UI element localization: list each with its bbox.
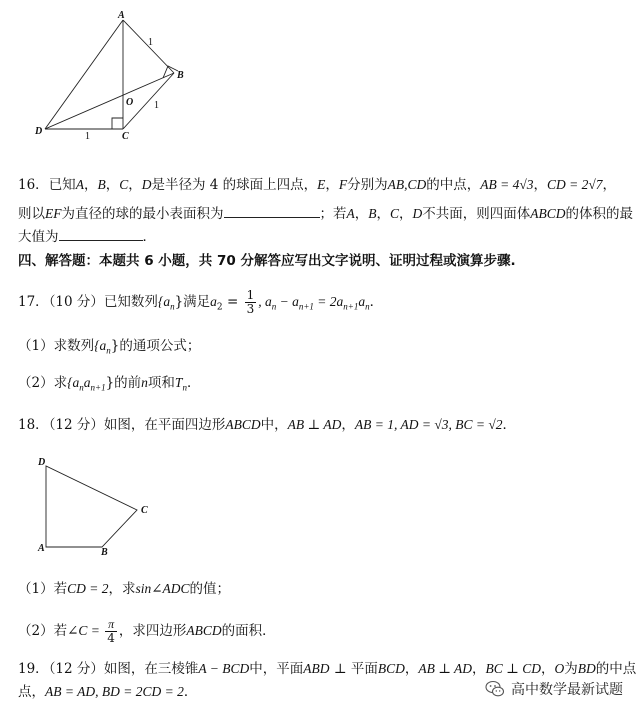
math: BCD [377,661,405,676]
point-label-a: A [118,10,125,21]
math: {a [94,338,107,353]
numerator: 1 [246,288,255,302]
math: AB ⊥ AD [418,661,473,676]
text: ，求四边形 [118,623,187,639]
point-label-c: C [122,131,129,142]
text: 的通项公式； [119,338,201,354]
math: } [105,375,115,391]
math: ABD [303,661,330,676]
math: E [317,177,326,192]
math: } [110,338,120,354]
text: 为直径的球的最小表面积为 [61,206,224,222]
text: 平面 [350,661,378,677]
fraction [245,289,257,316]
text: 求 [53,375,68,391]
text: ， [533,177,548,193]
text: ， [404,661,419,677]
math: {a [67,375,80,390]
text: 如图，在平面四边形 [103,417,226,433]
point-label-c: C [141,505,148,516]
text: 大值为 [18,229,59,245]
text: ． [183,684,198,700]
math: n [141,375,148,390]
denominator: 3 [246,302,255,316]
part-number: （2） [18,375,54,391]
q18-part-2 [18,618,276,645]
math: B [368,206,377,221]
math: 2 [216,302,223,313]
part-number: （1） [18,338,54,354]
text: 已知数列 [103,294,158,310]
answer-blank-2[interactable] [59,228,143,241]
point-label-d: D [35,126,43,137]
watermark [485,679,623,699]
text: 的中点， [426,177,481,193]
math: n [182,382,187,393]
answer-blank-1[interactable] [224,205,320,218]
q17-part-2 [18,374,200,397]
text: 已知 [48,177,76,193]
math: ∠C = [67,623,104,638]
text: ． [186,375,201,391]
q16-line-2 [18,205,633,223]
math: C [119,177,129,192]
text: ，求 [108,581,136,597]
q16-line-3 [18,228,156,246]
wechat-icon [485,679,505,699]
score: （12 分） [48,661,104,677]
math: BC ⊥ CD [485,661,541,676]
math: T [174,375,183,390]
q17-part-1 [18,337,200,360]
math: O [554,661,565,676]
text: 的前 [114,375,142,391]
text: 如图，在三棱锥 [103,661,199,677]
math: n+1 [298,301,314,312]
text: ， [128,177,142,193]
text: 的中点 [595,661,637,677]
math: n [79,382,84,393]
q19-line-1 [18,660,636,678]
point-label-o: O [126,97,134,108]
math: = [222,294,243,310]
math: ABCD [186,623,222,638]
math: , a [258,294,272,309]
math: n+1 [343,301,359,312]
text: ， [341,417,355,433]
text: 则以 [18,206,45,222]
math: A − BCD [198,661,250,676]
text: ， [325,177,339,193]
length-label-dc: 1 [85,131,90,142]
q16-line-1 [18,176,616,194]
math: n+1 [90,382,106,393]
math: EF [45,206,62,221]
text: ． [142,229,156,245]
text: ． [502,417,517,433]
text: ． [369,294,384,310]
question-number: 18． [18,417,49,433]
score: （10 分） [48,294,104,310]
math: ⊥ [329,661,351,677]
watermark-text: 高中数学最新试题 [511,682,623,698]
math: AB = 4√3 [480,177,534,192]
length-label-bc: 1 [154,100,159,111]
question-number: 17． [18,294,49,310]
math: n [365,301,370,312]
text: 分别为 [347,177,388,193]
text: ， [105,177,120,193]
length-label-ab: 1 [148,37,153,48]
q17-stem [18,289,383,317]
section-heading: 四、解答题：本题共 6 小题，共 70 分解答应写出文字说明、证明过程或演算步骤. [18,253,516,269]
text: ， [399,206,413,222]
part-number: （2） [18,623,54,639]
math: n [170,301,175,312]
math: AB = 1, AD = √3, BC = √2 [354,417,503,432]
math: AB,CD [387,177,427,192]
text: ， [602,177,617,193]
point-label-a: A [38,543,45,554]
math: BD [577,661,596,676]
math: B [97,177,106,192]
text: 的体积的最 [565,206,634,222]
math: D [141,177,152,192]
figure-1-geometry [30,8,200,143]
q19-line-2 [18,683,197,701]
math: ABCD [530,206,566,221]
math: n [106,345,111,356]
q18-part-1 [18,580,230,598]
text: 项和 [147,375,175,391]
text: ， [376,206,390,222]
point-label-d: D [38,457,46,468]
math: A [346,206,355,221]
text: 的面积． [221,623,276,639]
point-label-b: B [101,547,108,557]
math: A [75,177,84,192]
math: ABCD [225,417,261,432]
math: CD = 2 [67,581,109,596]
text: 不共面，则四面体 [422,206,531,222]
math: a [358,294,366,309]
text: 求数列 [53,338,95,354]
math: a [83,375,91,390]
numerator: π [105,618,117,632]
text: 的值； [189,581,231,597]
text: ， [83,177,98,193]
text: ；若 [319,206,347,222]
text: 若 [53,581,68,597]
text: ， [354,206,369,222]
denominator: 4 [107,631,115,645]
math: } [174,294,184,310]
text: 若 [53,623,68,639]
math: a [210,294,217,309]
text: ， [472,661,486,677]
math: AB ⊥ AD [287,417,342,432]
math: CD = 2√7 [547,177,603,192]
fraction [105,618,117,645]
score: （12 分） [48,417,104,433]
text: 中，平面 [249,661,304,677]
text: 为 [564,661,578,677]
question-number: 16． [18,177,49,193]
math: F [338,177,348,192]
math: C [390,206,400,221]
part-number: （1） [18,581,54,597]
math: {a [157,294,171,309]
math: − a [276,294,299,309]
math: = 2a [313,294,344,309]
text: ， [540,661,555,677]
text: 是半径为 4 的球面上四点， [151,177,318,193]
figure-2-quadrilateral [30,452,160,557]
point-label-b: B [177,70,184,81]
math: D [412,206,423,221]
math: sin∠ADC [135,581,190,596]
text: 满足 [183,294,211,310]
text: 点， [18,684,45,700]
text: 中， [260,417,288,433]
q18-stem [18,416,516,434]
math: n [271,301,277,312]
question-number: 19． [18,661,49,677]
math: AB = AD, BD = 2CD = 2 [45,684,184,699]
